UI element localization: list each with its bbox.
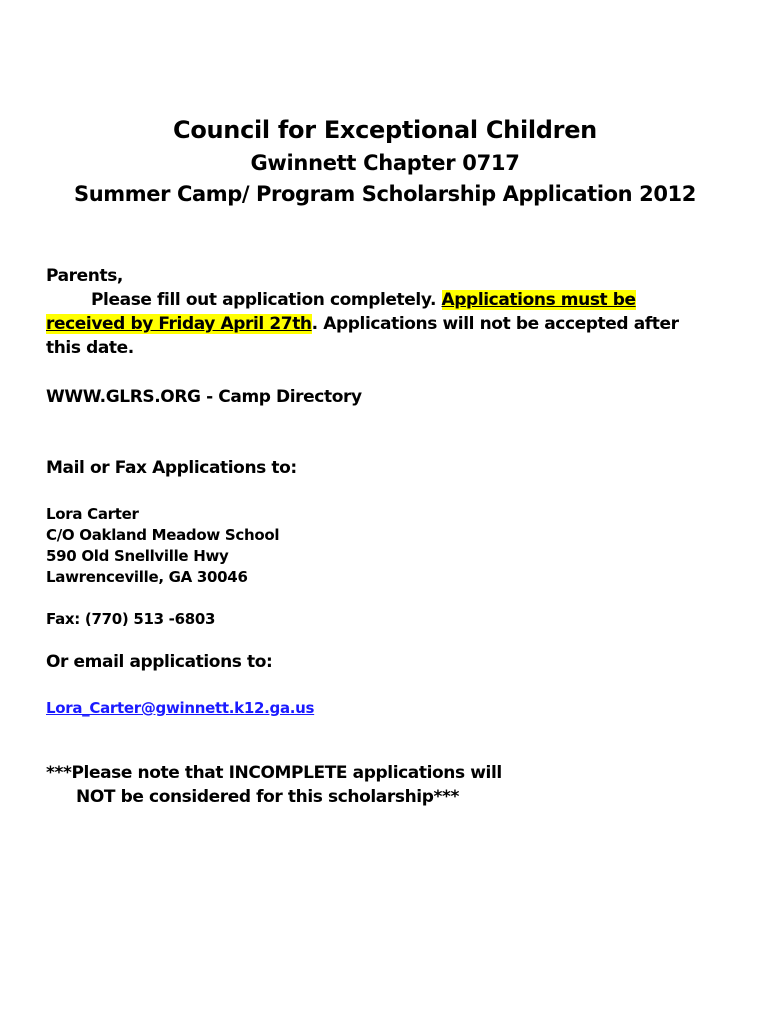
intro-line-2-text: . Applications will not be accepted after — [311, 314, 679, 334]
intro-line-1-text: Please fill out application completely. — [91, 290, 442, 310]
mailing-address — [46, 504, 746, 588]
intro-paragraph — [46, 264, 746, 360]
intro-line-1 — [46, 288, 746, 312]
directory-line — [46, 385, 746, 409]
salutation: Parents, — [46, 266, 123, 286]
address-org: C/O Oakland Meadow School — [46, 526, 280, 544]
notice-line-2: NOT be considered for this scholarship*** — [76, 787, 459, 807]
title-block — [0, 112, 770, 210]
address-city: Lawrenceville, GA 30046 — [46, 568, 248, 586]
deadline-highlight-2: received by Friday April 27th — [46, 314, 312, 334]
fax-block — [46, 609, 746, 630]
application-title: Summer Camp/ Program Scholarship Application 2012 — [74, 182, 696, 206]
address-street: 590 Old Snellville Hwy — [46, 547, 229, 565]
notice-block — [46, 761, 746, 809]
email-block — [46, 698, 746, 719]
notice-line-1: ***Please note that INCOMPLETE applications will — [46, 763, 502, 783]
camp-directory-text: WWW.GLRS.ORG - Camp Directory — [46, 387, 362, 407]
intro-line-2 — [46, 312, 746, 336]
deadline-highlight-1: Applications must be — [441, 290, 636, 310]
address-name: Lora Carter — [46, 505, 139, 523]
mail-heading-block — [46, 456, 746, 480]
fax-number: Fax: (770) 513 -6803 — [46, 610, 216, 628]
chapter-title: Gwinnett Chapter 0717 — [250, 151, 520, 175]
email-line — [46, 698, 746, 719]
email-link[interactable]: Lora_Carter@gwinnett.k12.ga.us — [46, 699, 315, 717]
mail-heading: Mail or Fax Applications to: — [46, 458, 297, 478]
email-heading-block — [46, 650, 746, 674]
document-title: Council for Exceptional Children — [173, 116, 597, 144]
email-heading: Or email applications to: — [46, 652, 273, 672]
intro-line-3: this date. — [46, 338, 134, 358]
